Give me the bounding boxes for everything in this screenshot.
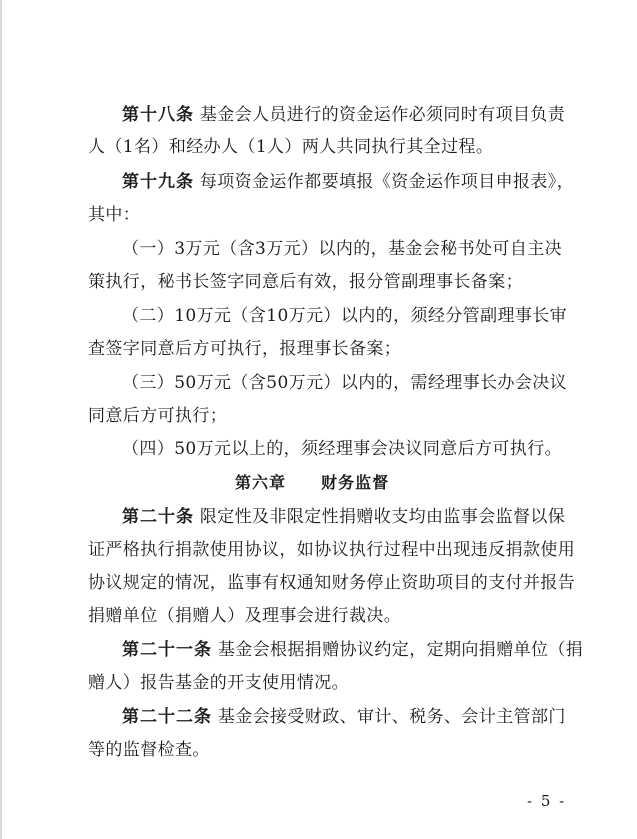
article-22-label: 第二十二条: [122, 707, 212, 727]
article-20-line-2: 证严格执行捐款使用协议，如协议执行过程中出现违反捐款使用: [88, 540, 576, 560]
article-21-line-2: 赠人）报告基金的开支使用情况。: [88, 673, 349, 693]
article-20-line-1: [122, 506, 565, 528]
article-19-item-2-line-2: 查签字同意后方可执行，报理事长备案；: [88, 339, 402, 359]
article-20-line-4: 捐赠单位（捐赠人）及理事会进行裁决。: [88, 606, 402, 626]
article-19-text-1: 每项资金运作都要填报《资金运作项目申报表》，: [199, 172, 575, 192]
article-20-text-1: 限定性及非限定性捐赠收支均由监事会监督以保: [199, 507, 566, 527]
article-20-line-3: 协议规定的情况，监事有权通知财务停止资助项目的支付并报告: [88, 573, 576, 593]
article-19-line-1: [122, 171, 574, 193]
article-18-line-2: 人（1名）和经办人（1人）两人共同执行其全过程。: [88, 137, 494, 157]
article-21-text-1: 基金会根据捐赠协议约定，定期向捐赠单位（捐: [217, 640, 584, 660]
article-18-text-1: 基金会人员进行的资金运作必须同时有项目负责: [199, 105, 566, 125]
article-19-line-2: 其中：: [88, 205, 141, 225]
article-20-label: 第二十条: [122, 507, 194, 527]
page-edge: [0, 0, 2, 839]
article-18-label: 第十八条: [122, 105, 194, 125]
article-19-item-4-line-1: （四）50万元以上的，须经理事会决议同意后方可执行。: [122, 439, 563, 459]
article-19-item-2-line-1: （二）10万元（含10万元）以内的，须经分管副理事长审: [122, 306, 568, 326]
chapter-title: 财务监督: [321, 473, 390, 492]
chapter-heading: [235, 472, 389, 494]
article-19-item-3-line-2: 同意后方可执行；: [88, 406, 228, 426]
article-18-line-1: [122, 104, 565, 126]
article-22-line-2: 等的监督检查。: [88, 740, 210, 760]
article-19-item-3-line-1: （三）50万元（含50万元）以内的，需经理事长办会决议: [122, 373, 568, 393]
article-19-label: 第十九条: [122, 172, 194, 192]
article-21-label: 第二十一条: [122, 640, 212, 660]
page-number: - 5 -: [527, 792, 567, 810]
article-22-line-1: [122, 706, 566, 728]
article-19-item-1-line-2: 策执行，秘书长签字同意后有效，报分管副理事长备案；: [88, 272, 523, 292]
article-19-item-1-line-1: （一）3万元（含3万元）以内的，基金会秘书处可自主决: [122, 239, 563, 259]
article-21-line-1: [122, 639, 583, 661]
article-22-text-1: 基金会接受财政、审计、税务、会计主管部门: [217, 707, 566, 727]
chapter-number: 第六章: [235, 473, 287, 492]
